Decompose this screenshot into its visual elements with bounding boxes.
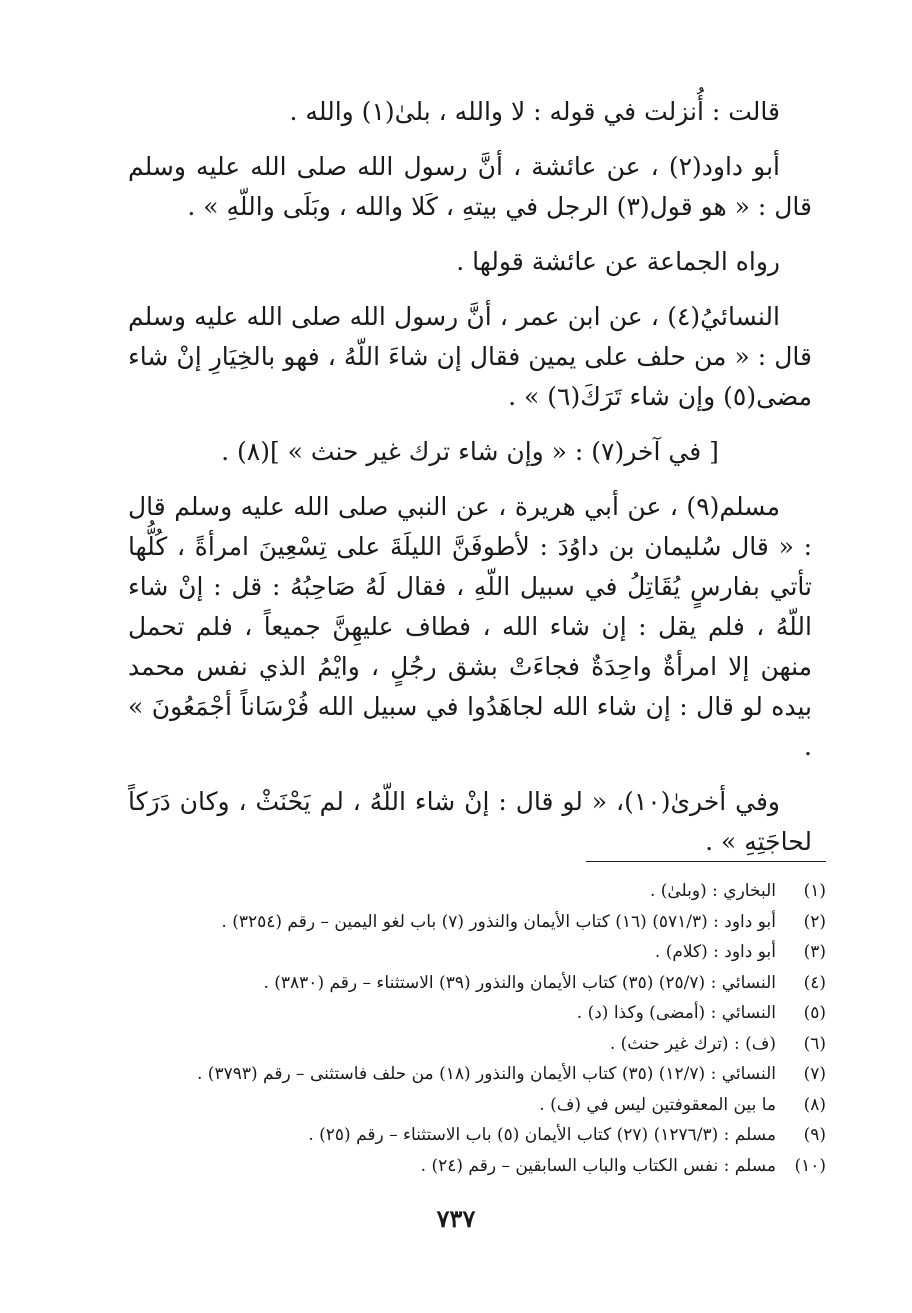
footnote <box>128 1029 826 1060</box>
footnote-text: البخاري : (وبلىٰ) . <box>649 881 776 901</box>
paragraph-7: وفي أخرىٰ(١٠)، « لو قال : إنْ شاء اللّهُ ، لم يَحْنَثْ ، وكان دَرَكاً لحاجَتِهِ » . <box>128 787 812 856</box>
paragraph-2: أبو داود(٢) ، عن عائشة ، أنَّ رسول الله صلى الله عليه وسلم قال : « هو قول(٣) الرجل في بيتهِ ، كَلا والله ، وبَلَى واللّهِ » . <box>128 152 812 221</box>
main-text <box>128 92 812 877</box>
footnote-number: (٥) <box>803 1003 826 1023</box>
footnote <box>128 1151 826 1182</box>
footnote <box>128 968 826 999</box>
footnote-text: أبو داود : (كلام) . <box>654 942 776 962</box>
paragraph-4: النسائيُ(٤) ، عن ابن عمر ، أنَّ رسول الله صلى الله عليه وسلم قال : « من حلف على يمين فقال إن شاءَ اللّهُ ، فهو بالخِيَارِ إنْ شاء مضى(٥) وإن شاء تَرَكَ(٦) » . <box>128 302 812 411</box>
footnote-text: ما بين المعقوفتين ليس في (ف) . <box>539 1094 776 1115</box>
footnotes <box>128 876 826 1181</box>
footnote-text: النسائي : (٢٥/٧) (٣٥) كتاب الأيمان والنذور (٣٩) الاستثناء – رقم (٣٨٣٠) . <box>263 972 776 993</box>
footnote-number: (٤) <box>803 972 826 993</box>
footnote-text: النسائي : (١٢/٧) (٣٥) كتاب الأيمان والنذور (١٨) من حلف فاستثنى – رقم (٣٧٩٣) . <box>196 1064 776 1084</box>
footnote <box>128 1120 826 1151</box>
footnote-number: (٣) <box>803 942 826 962</box>
footnote-divider <box>586 861 826 862</box>
footnote <box>128 998 826 1029</box>
footnote-text: النسائي : (أمضى) وكذا (د) . <box>576 1003 776 1023</box>
page-number: ٧٣٧ <box>436 1204 476 1233</box>
footnote-text: (ف) : (ترك غير حنث) . <box>609 1033 776 1054</box>
paragraph-5: [ في آخر(٧) : « وإن شاء ترك غير حنث » ](٨) . <box>221 437 719 466</box>
paragraph-3: رواه الجماعة عن عائشة قولها . <box>456 247 780 276</box>
paragraph-6: مسلم(٩) ، عن أبي هريرة ، عن النبي صلى الله عليه وسلم قال : « قال سُليمان بن داوُدَ : لأطوفَنَّ الليلَةَ على تِسْعِينَ امرأةً ، كُلُّها تأتي بفارسٍ يُقَاتِلُ في سبيل اللّهِ ، فقال لَهُ صَاحِبُهُ : قل : إنْ شاء اللّهُ ، فلم يقل : إن شاء الله ، فطاف عليهِنَّ جميعاً ، فلم تحمل منهن إلا امرأةٌ واحِدَةٌ فجاءَتْ بشق رجُلٍ ، وايْمُ الذي نفس محمد بيده لو قال : إن شاء الله لجاهَدُوا في سبيل الله فُرْسَاناً أجْمَعُونَ » . <box>128 492 812 761</box>
footnote-number: (٩) <box>803 1125 826 1145</box>
footnote-number: (٧) <box>803 1064 826 1084</box>
footnote <box>128 907 826 938</box>
footnote-number: (١٠) <box>794 1155 826 1176</box>
footnote-number: (٨) <box>803 1094 826 1115</box>
footnote <box>128 1059 826 1090</box>
footnote <box>128 937 826 968</box>
footnote-number: (٢) <box>803 911 826 932</box>
footnote <box>128 876 826 907</box>
footnote-text: أبو داود : (٥٧١/٣) (١٦) كتاب الأيمان والنذور (٧) باب لغو اليمين – رقم (٣٢٥٤) . <box>221 911 776 932</box>
footnote-text: مسلم : نفس الكتاب والباب السابقين – رقم (٢٤) . <box>420 1155 776 1176</box>
footnote-text: مسلم : (١٢٧٦/٣) (٢٧) كتاب الأيمان (٥) باب الاستثناء – رقم (٢٥) . <box>308 1125 776 1145</box>
footnote-number: (١) <box>803 881 826 901</box>
footnote-number: (٦) <box>803 1033 826 1054</box>
footnote <box>128 1090 826 1121</box>
paragraph-1: قالت : أُنزلت في قوله : لا والله ، بلىٰ(١) والله . <box>289 97 780 126</box>
